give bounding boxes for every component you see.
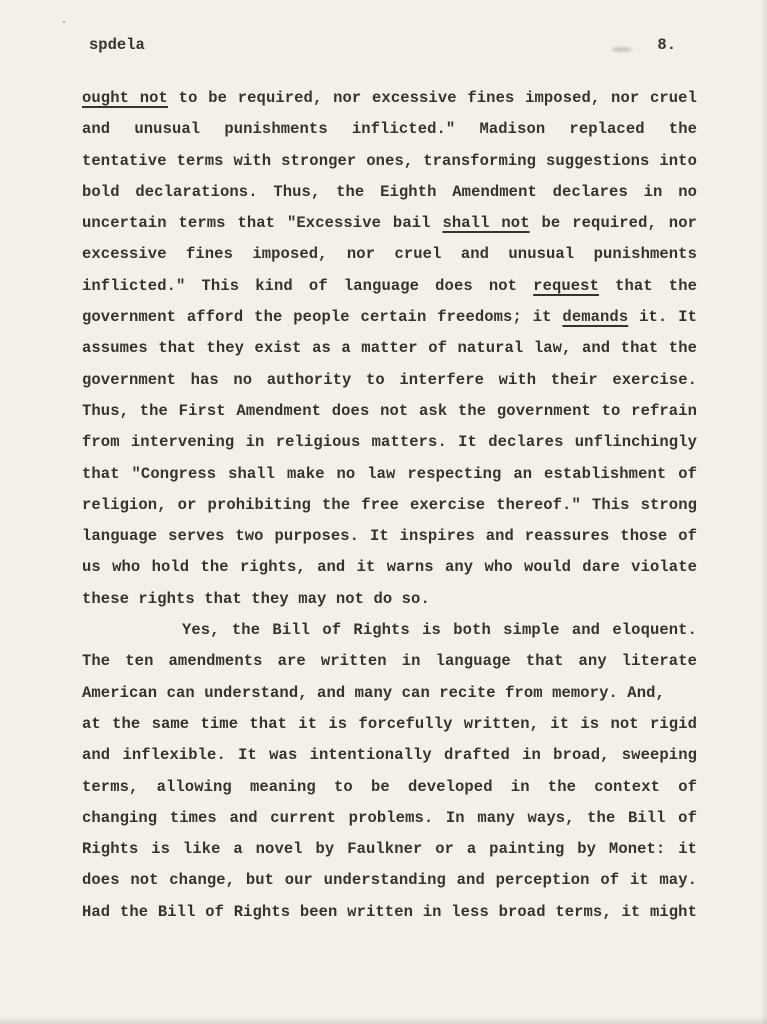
page-header xyxy=(89,36,676,54)
text-line: does not change, but our understanding and perception of it may. xyxy=(82,871,697,890)
text-line: language serves two purposes. It inspires and reassures those of xyxy=(82,527,697,546)
text-line: Thus, the First Amendment does not ask the government to refrain xyxy=(82,401,697,420)
text-line: Had the Bill of Rights been written in less broad terms, it might xyxy=(82,902,697,921)
underlined-phrase: demands xyxy=(562,308,629,327)
text-line: tentative terms with stronger ones, transforming suggestions into xyxy=(82,151,697,170)
underlined-phrase: request xyxy=(533,276,599,295)
text-line: and unusual punishments inflicted." Madison replaced the xyxy=(82,120,697,139)
text-line: changing times and current problems. In many ways, the Bill of xyxy=(82,808,697,827)
text-line: government afford the people certain freedoms; it demands it. It xyxy=(82,308,697,327)
text-line: ought not to be required, nor excessive fines imposed, nor cruel xyxy=(82,89,697,107)
document-label: spdela xyxy=(89,36,145,54)
text-line: uncertain terms that "Excessive bail shall not be required, nor xyxy=(82,214,697,233)
text-line: Yes, the Bill of Rights is both simple and eloquent. xyxy=(182,621,697,640)
text-line: assumes that they exist as a matter of natural law, and that the xyxy=(82,339,697,358)
underlined-phrase: shall not xyxy=(442,214,530,233)
text-line: The ten amendments are written in language that any literate xyxy=(82,652,697,671)
scan-edge-right xyxy=(760,0,767,1024)
text-line: American can understand, and many can recite from memory. And, xyxy=(82,683,665,702)
text-line: us who hold the rights, and it warns any who would dare violate xyxy=(82,558,697,577)
underlined-phrase: ought not xyxy=(82,89,168,107)
text-line: religion, or prohibiting the free exercise thereof." This strong xyxy=(82,495,697,514)
text-line: that "Congress shall make no law respecting an establishment of xyxy=(82,464,697,483)
text-line: terms, allowing meaning to be developed in the context of xyxy=(82,777,697,796)
text-line: these rights that they may not do so. xyxy=(82,589,430,608)
text-line: inflicted." This kind of language does not request that the xyxy=(82,276,697,295)
text-line: at the same time that it is forcefully written, it is not rigid xyxy=(82,714,697,733)
scan-speck xyxy=(63,21,65,23)
text-line: government has no authority to interfere with their exercise. xyxy=(82,370,697,389)
text-line: bold declarations. Thus, the Eighth Amendment declares in no xyxy=(82,182,697,201)
text-line: and inflexible. It was intentionally drafted in broad, sweeping xyxy=(82,746,697,765)
text-line: excessive fines imposed, nor cruel and unusual punishments xyxy=(82,245,697,264)
text-line: from intervening in religious matters. It declares unflinchingly xyxy=(82,433,697,452)
body-text xyxy=(82,83,697,928)
page-number: 8. xyxy=(657,36,676,54)
text-line: Rights is like a novel by Faulkner or a painting by Monet: it xyxy=(82,840,697,859)
scan-edge-bottom xyxy=(0,1016,767,1024)
